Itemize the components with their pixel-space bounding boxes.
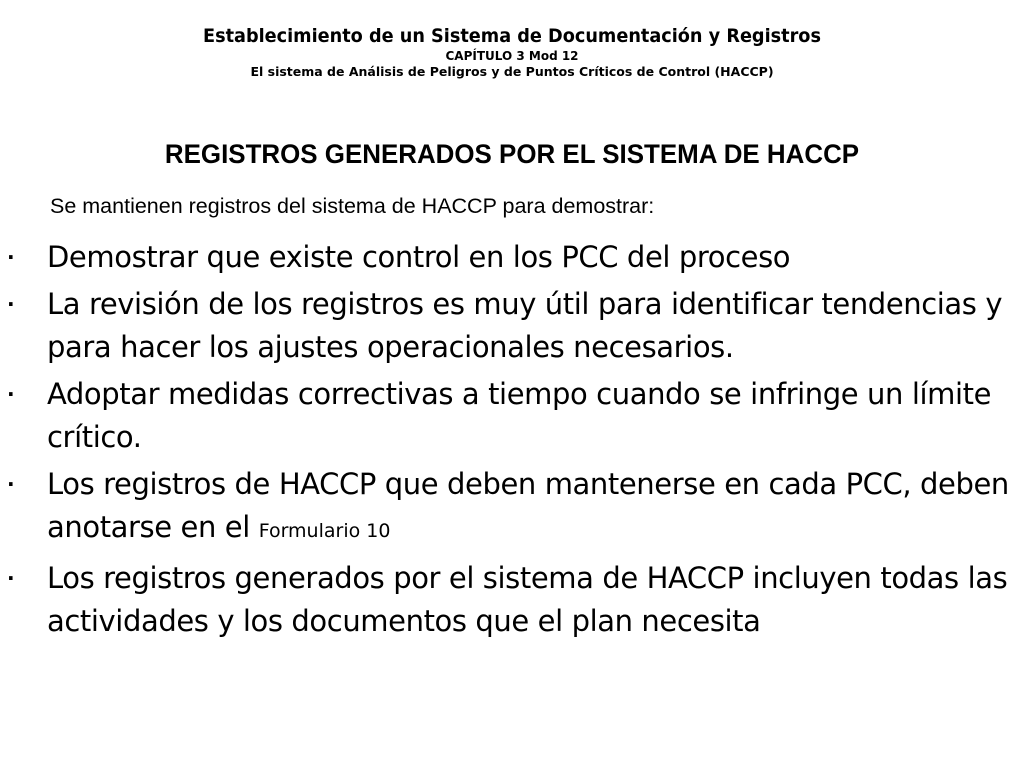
section-title: REGISTROS GENERADOS POR EL SISTEMA DE HACCP xyxy=(164,139,860,169)
bullet-text: Los registros de HACCP que deben mantenerse en cada PCC, deben anotarse en el xyxy=(47,467,1009,544)
bullet-item-documentos xyxy=(0,557,1024,643)
header-subtitle: El sistema de Análisis de Peligros y de Puntos Críticos de Control (HACCP) xyxy=(250,64,774,79)
intro-text: Se mantienen registros del sistema de HACCP para demostrar: xyxy=(50,194,655,218)
bullet-text: Demostrar que existe control en los PCC del proceso xyxy=(47,240,791,274)
header-chapter: CAPÍTULO 3 Mod 12 xyxy=(445,49,579,63)
bullet-marker-icon: · xyxy=(7,472,15,496)
bullet-item-revision xyxy=(0,283,1024,369)
bullet-marker-icon: · xyxy=(7,382,15,406)
bullet-item-formulario xyxy=(0,463,1024,553)
bullet-item-medidas xyxy=(0,373,1024,459)
formulario-reference: Formulario 10 xyxy=(258,520,391,542)
bullet-text: La revisión de los registros es muy útil para identificar tendencias y para hacer los ajustes operacionales necesarios. xyxy=(47,287,1003,364)
bullet-marker-icon: · xyxy=(7,292,15,316)
bullet-item-control xyxy=(0,236,1024,279)
bullet-text: Los registros generados por el sistema de HACCP incluyen todas las actividades y los documentos que el plan necesita xyxy=(47,561,1008,638)
bullet-list xyxy=(0,236,1024,647)
bullet-text: Adoptar medidas correctivas a tiempo cuando se infringe un límite crítico. xyxy=(47,377,992,454)
header-title: Establecimiento de un Sistema de Documentación y Registros xyxy=(203,25,821,47)
slide-header xyxy=(0,24,1024,80)
bullet-marker-icon: · xyxy=(7,245,15,269)
bullet-marker-icon: · xyxy=(7,566,15,590)
